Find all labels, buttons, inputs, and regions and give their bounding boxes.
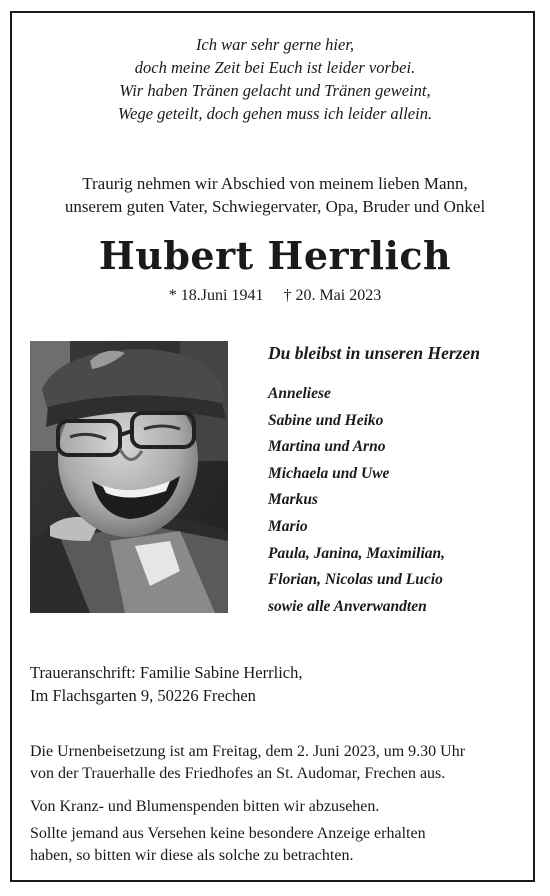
- intro-line: Traurig nehmen wir Abschied von meinem lieben Mann,: [82, 174, 468, 193]
- family-member: Michaela und Uwe: [268, 464, 390, 482]
- address-line: Im Flachsgarten 9, 50226 Frechen: [30, 686, 256, 705]
- closing-line: Sollte jemand aus Versehen keine besondere Anzeige erhalten: [30, 825, 426, 842]
- family-member: sowie alle Anverwandten: [268, 597, 427, 615]
- poem-line: doch meine Zeit bei Euch ist leider vorbei.: [134, 58, 416, 77]
- family-member: Sabine und Heiko: [268, 411, 384, 429]
- poem-line: Wege geteilt, doch gehen muss ich leider allein.: [117, 104, 433, 123]
- family-member: Florian, Nicolas und Lucio: [268, 571, 443, 589]
- birth-date: * 18.Juni 1941: [168, 287, 264, 304]
- poem: [0, 33, 550, 125]
- intro-text: [0, 172, 550, 218]
- mourning-address: [30, 661, 302, 707]
- portrait-photo: [30, 341, 228, 613]
- flowers-notice: Von Kranz- und Blumenspenden bitten wir abzusehen.: [30, 798, 380, 815]
- family-member: Martina und Arno: [268, 438, 386, 456]
- intro-line: unserem guten Vater, Schwiegervater, Opa, Bruder und Onkel: [64, 197, 486, 216]
- family-member: Paula, Janina, Maximilian,: [268, 544, 446, 562]
- poem-line: Ich war sehr gerne hier,: [195, 35, 355, 54]
- death-date: † 20. Mai 2023: [283, 287, 382, 304]
- family-list: [268, 381, 445, 620]
- family-member: Anneliese: [268, 385, 331, 402]
- family-member: Mario: [268, 517, 308, 535]
- funeral-line: Die Urnenbeisetzung ist am Freitag, dem 2. Juni 2023, um 9.30 Uhr: [30, 743, 466, 760]
- closing-line: haben, so bitten wir diese als solche zu betrachten.: [30, 846, 354, 864]
- closing-notice: [30, 823, 525, 866]
- poem-line: Wir haben Tränen gelacht und Tränen geweint,: [119, 81, 431, 100]
- family-member: Markus: [268, 491, 318, 509]
- address-line: Traueranschrift: Familie Sabine Herrlich,: [30, 663, 303, 682]
- funeral-notice: [30, 741, 525, 784]
- motto: Du bleibst in unseren Herzen: [268, 343, 480, 363]
- funeral-line: von der Trauerhalle des Friedhofes an St. Audomar, Frechen aus.: [30, 764, 446, 782]
- life-dates: [0, 285, 550, 307]
- deceased-name: Hubert Herrlich: [98, 233, 452, 278]
